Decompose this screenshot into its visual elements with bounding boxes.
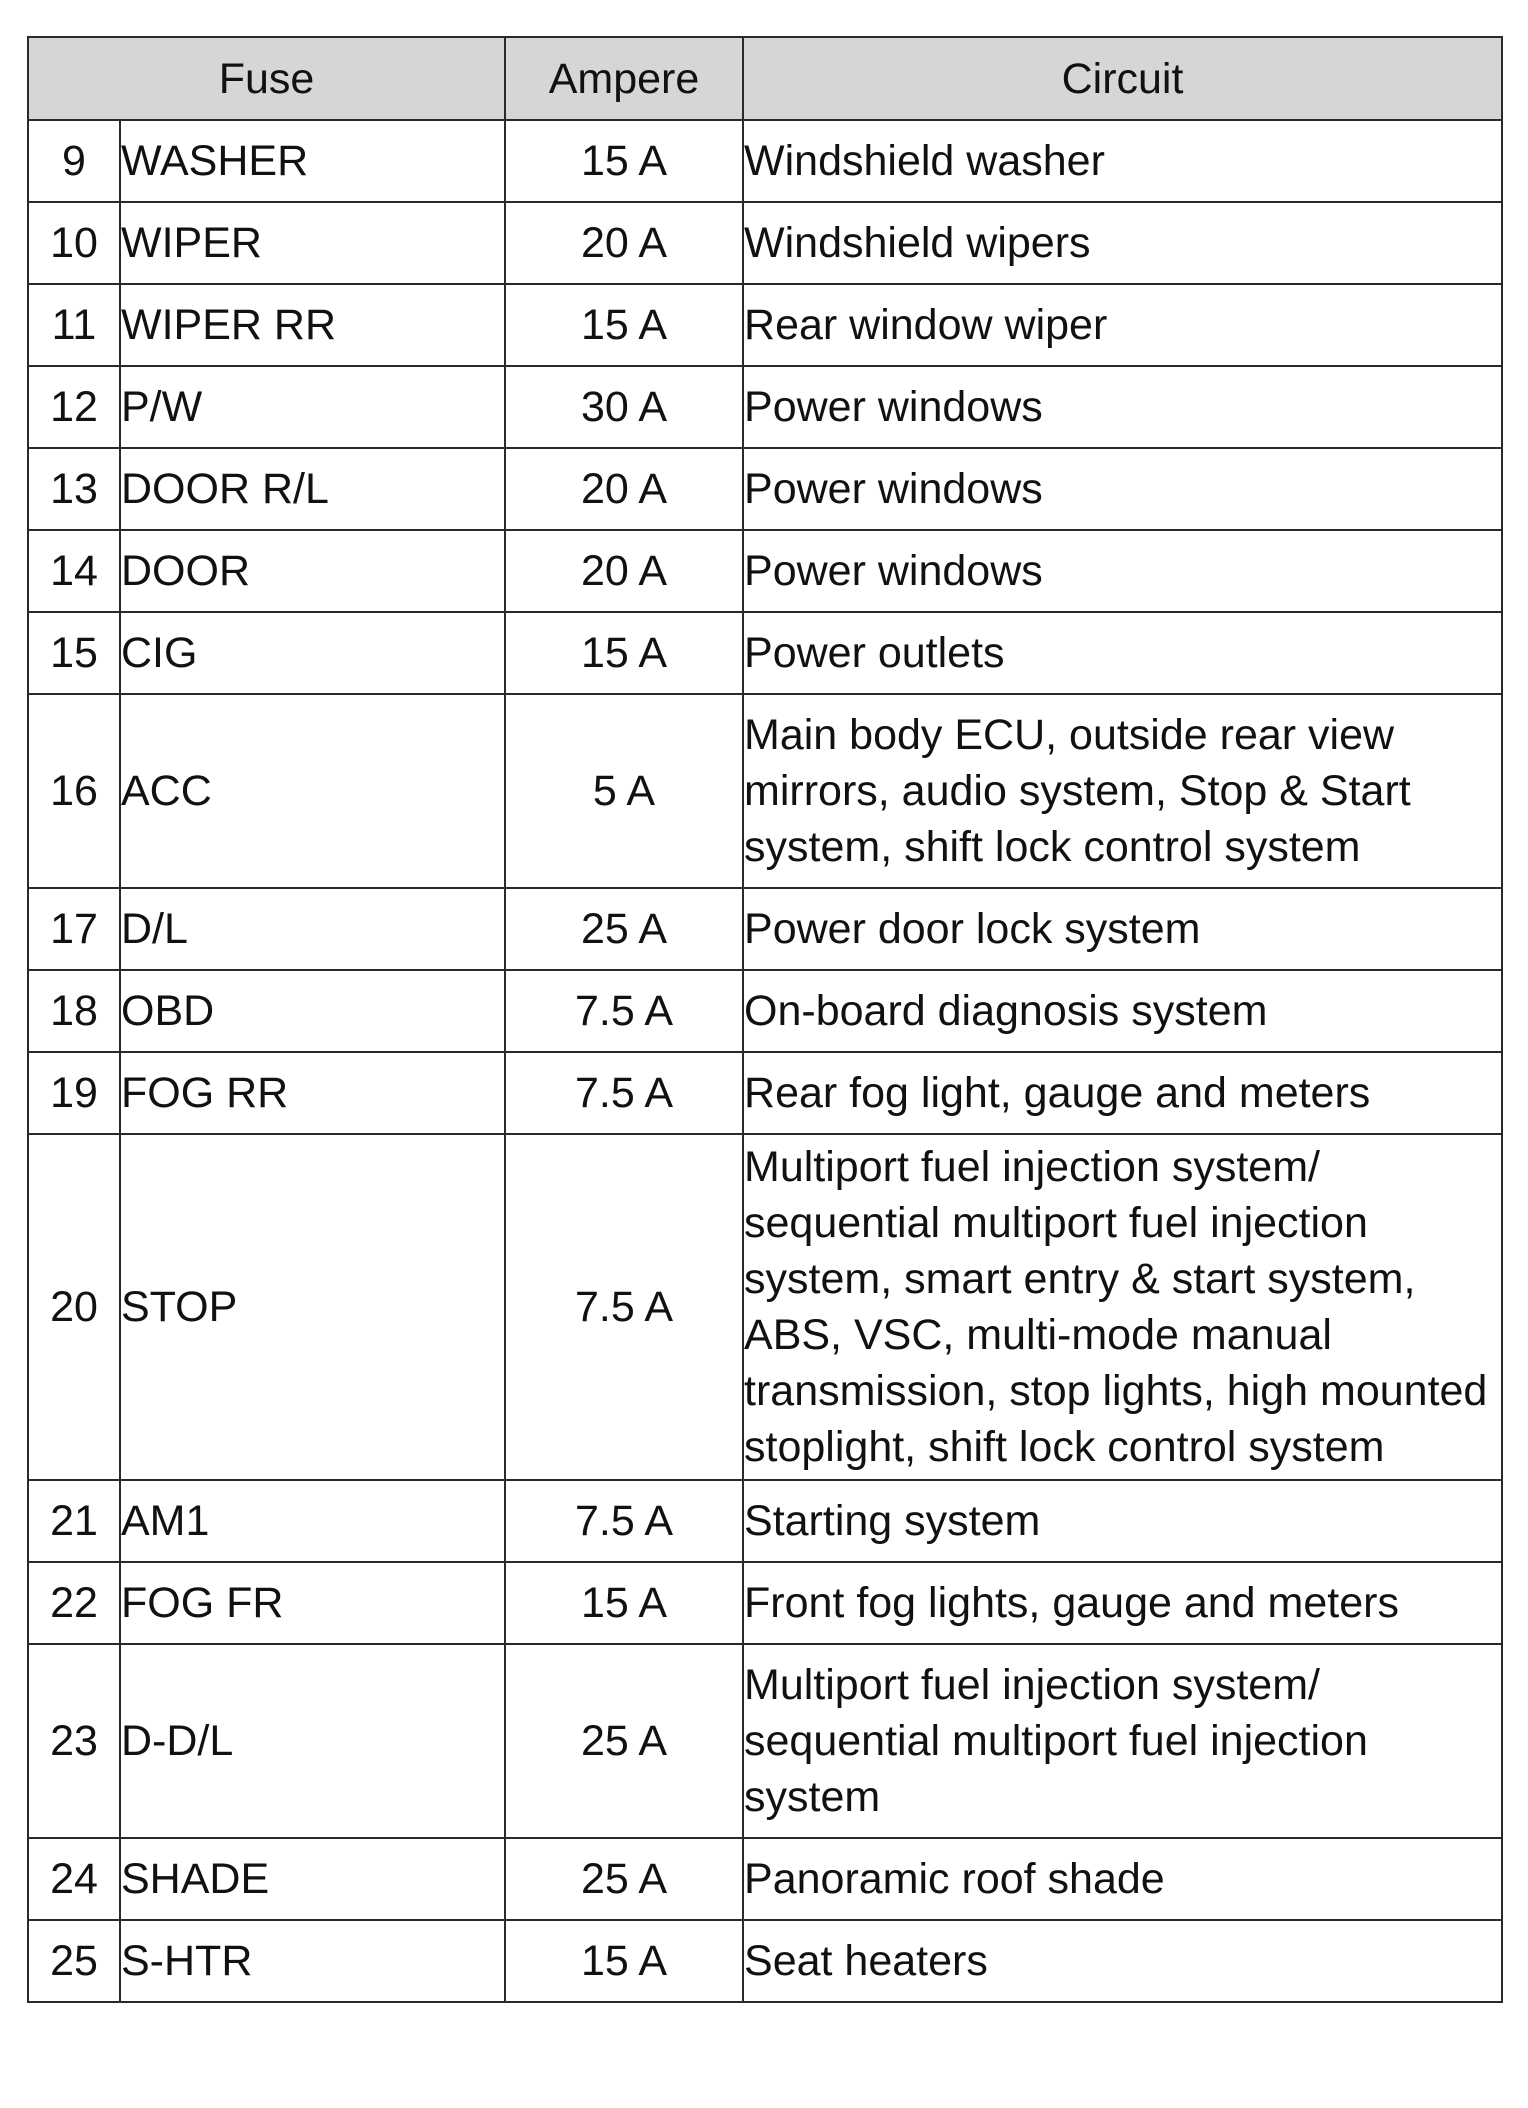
fuse-circuit: Power windows	[743, 366, 1502, 448]
fuse-circuit: Front fog lights, gauge and meters	[743, 1562, 1502, 1644]
fuse-ampere: 15 A	[505, 120, 743, 202]
fuse-table	[27, 36, 1503, 2003]
fuse-circuit: Main body ECU, outside rear view mirrors, audio system, Stop & Start system, shift lock control system	[743, 694, 1502, 888]
fuse-number: 22	[28, 1562, 120, 1644]
fuse-ampere: 7.5 A	[505, 1134, 743, 1480]
fuse-name: DOOR	[120, 530, 505, 612]
fuse-ampere: 15 A	[505, 1920, 743, 2002]
fuse-name: D/L	[120, 888, 505, 970]
fuse-number: 16	[28, 694, 120, 888]
fuse-circuit: Power door lock system	[743, 888, 1502, 970]
fuse-name: D-D/L	[120, 1644, 505, 1838]
fuse-number: 14	[28, 530, 120, 612]
fuse-ampere: 25 A	[505, 888, 743, 970]
table-row	[28, 448, 1502, 530]
header-fuse: Fuse	[28, 37, 505, 120]
fuse-name: P/W	[120, 366, 505, 448]
fuse-circuit: Panoramic roof shade	[743, 1838, 1502, 1920]
table-row	[28, 1480, 1502, 1562]
table-row	[28, 284, 1502, 366]
fuse-name: CIG	[120, 612, 505, 694]
fuse-number: 13	[28, 448, 120, 530]
fuse-circuit: Multiport fuel injection system/ sequential multiport fuel injection system, smart entry & start system, ABS, VSC, multi-mode manual transmission, stop lights, high mounted stoplight, shift lock control system	[743, 1134, 1502, 1480]
fuse-circuit: Seat heaters	[743, 1920, 1502, 2002]
fuse-ampere: 15 A	[505, 1562, 743, 1644]
table-row	[28, 694, 1502, 888]
fuse-name: WIPER	[120, 202, 505, 284]
table-body	[28, 120, 1502, 2002]
fuse-circuit: Windshield washer	[743, 120, 1502, 202]
fuse-ampere: 30 A	[505, 366, 743, 448]
fuse-circuit: On-board diagnosis system	[743, 970, 1502, 1052]
fuse-name: AM1	[120, 1480, 505, 1562]
header-row	[28, 37, 1502, 120]
fuse-number: 20	[28, 1134, 120, 1480]
table-row	[28, 366, 1502, 448]
fuse-name: STOP	[120, 1134, 505, 1480]
table-row	[28, 1838, 1502, 1920]
header-circuit: Circuit	[743, 37, 1502, 120]
table-row	[28, 1920, 1502, 2002]
table-row	[28, 1562, 1502, 1644]
fuse-circuit: Rear fog light, gauge and meters	[743, 1052, 1502, 1134]
fuse-number: 12	[28, 366, 120, 448]
fuse-name: WIPER RR	[120, 284, 505, 366]
fuse-name: SHADE	[120, 1838, 505, 1920]
fuse-ampere: 20 A	[505, 448, 743, 530]
fuse-circuit: Starting system	[743, 1480, 1502, 1562]
fuse-ampere: 25 A	[505, 1644, 743, 1838]
fuse-number: 25	[28, 1920, 120, 2002]
fuse-number: 10	[28, 202, 120, 284]
table-row	[28, 612, 1502, 694]
fuse-number: 9	[28, 120, 120, 202]
table-row	[28, 1134, 1502, 1480]
fuse-circuit: Power windows	[743, 448, 1502, 530]
fuse-number: 19	[28, 1052, 120, 1134]
fuse-number: 24	[28, 1838, 120, 1920]
fuse-number: 21	[28, 1480, 120, 1562]
fuse-ampere: 20 A	[505, 202, 743, 284]
fuse-circuit: Rear window wiper	[743, 284, 1502, 366]
table-row	[28, 1052, 1502, 1134]
fuse-circuit: Windshield wipers	[743, 202, 1502, 284]
fuse-name: DOOR R/L	[120, 448, 505, 530]
fuse-ampere: 7.5 A	[505, 970, 743, 1052]
header-ampere: Ampere	[505, 37, 743, 120]
fuse-ampere: 20 A	[505, 530, 743, 612]
fuse-circuit: Power windows	[743, 530, 1502, 612]
fuse-ampere: 5 A	[505, 694, 743, 888]
table-row	[28, 888, 1502, 970]
fuse-ampere: 25 A	[505, 1838, 743, 1920]
fuse-ampere: 15 A	[505, 612, 743, 694]
fuse-name: FOG FR	[120, 1562, 505, 1644]
fuse-ampere: 7.5 A	[505, 1052, 743, 1134]
fuse-name: OBD	[120, 970, 505, 1052]
fuse-number: 23	[28, 1644, 120, 1838]
fuse-ampere: 15 A	[505, 284, 743, 366]
fuse-number: 15	[28, 612, 120, 694]
fuse-name: ACC	[120, 694, 505, 888]
fuse-circuit: Power outlets	[743, 612, 1502, 694]
fuse-ampere: 7.5 A	[505, 1480, 743, 1562]
fuse-name: FOG RR	[120, 1052, 505, 1134]
fuse-name: WASHER	[120, 120, 505, 202]
fuse-number: 18	[28, 970, 120, 1052]
fuse-number: 11	[28, 284, 120, 366]
table-row	[28, 202, 1502, 284]
table-row	[28, 1644, 1502, 1838]
table-header	[28, 37, 1502, 120]
table-row	[28, 970, 1502, 1052]
table-row	[28, 120, 1502, 202]
fuse-name: S-HTR	[120, 1920, 505, 2002]
fuse-circuit: Multiport fuel injection system/ sequential multiport fuel injection system	[743, 1644, 1502, 1838]
table-row	[28, 530, 1502, 612]
fuse-number: 17	[28, 888, 120, 970]
